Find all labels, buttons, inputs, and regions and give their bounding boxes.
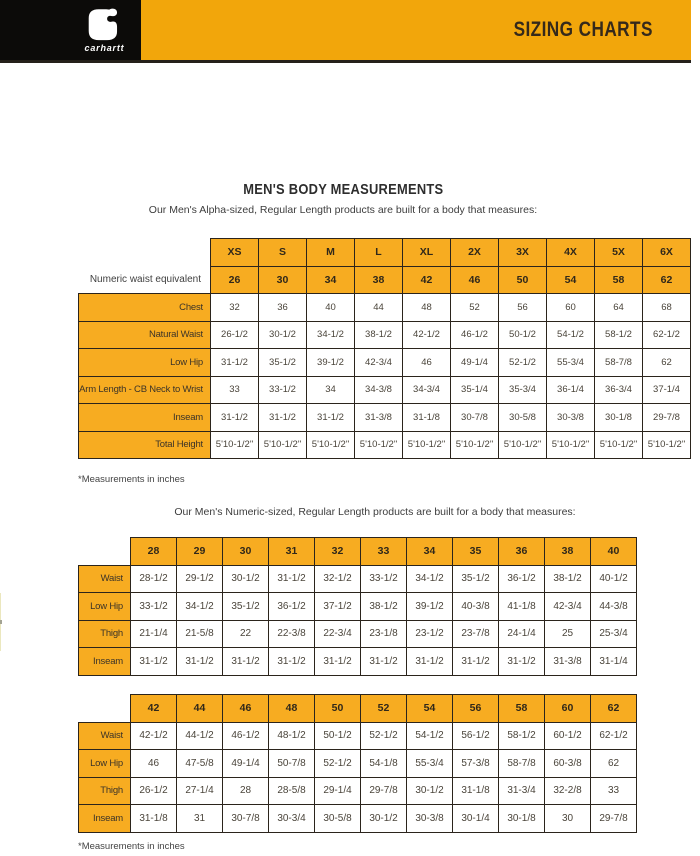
measurement-cell: 38-1/2: [545, 565, 591, 593]
measurement-row: [79, 349, 691, 377]
row-label: Low Hip: [79, 349, 211, 377]
size-header-cell: 48: [269, 695, 315, 723]
measurement-cell: 32-1/2: [315, 565, 361, 593]
size-header-cell: 50: [315, 695, 361, 723]
measurement-cell: 34-3/4: [403, 376, 451, 404]
measurement-cell: 21-5/8: [177, 620, 223, 648]
row-label: Total Height: [79, 431, 211, 459]
carhartt-logo: [0, 0, 141, 60]
measurement-cell: 36-3/4: [595, 376, 643, 404]
measurement-cell: 33: [591, 777, 637, 805]
measurement-cell: 35-1/2: [223, 593, 269, 621]
measurement-cell: 31-1/2: [223, 648, 269, 676]
measurement-cell: 30-5/8: [315, 805, 361, 833]
measurement-cell: 31-1/2: [361, 648, 407, 676]
measurement-cell: 5'10-1/2": [643, 431, 691, 459]
size-header-cell: XL: [403, 239, 451, 267]
size-header-cell: M: [307, 239, 355, 267]
size-header-cell: 42: [131, 695, 177, 723]
row-label: Natural Waist: [79, 321, 211, 349]
size-header-cell: 26: [211, 266, 259, 294]
measurement-cell: 60: [547, 294, 595, 322]
row-label: Arm Length - CB Neck to Wrist: [79, 376, 211, 404]
measurement-row: [79, 648, 637, 676]
measurement-row: [79, 294, 691, 322]
measurement-cell: 30-1/8: [499, 805, 545, 833]
measurement-cell: 58-1/2: [499, 722, 545, 750]
measurement-cell: 31-1/2: [269, 648, 315, 676]
measurement-cell: 5'10-1/2": [547, 431, 595, 459]
measurement-cell: 34-1/2: [407, 565, 453, 593]
measurement-cell: 23-7/8: [453, 620, 499, 648]
measurement-cell: 46-1/2: [223, 722, 269, 750]
measurement-cell: 26-1/2: [131, 777, 177, 805]
measurement-cell: 55-3/4: [547, 349, 595, 377]
measurement-cell: 31-1/2: [453, 648, 499, 676]
measurement-cell: 52: [451, 294, 499, 322]
measurement-cell: 28: [223, 777, 269, 805]
measurement-cell: 41-1/8: [499, 593, 545, 621]
size-header-cell: 32: [315, 538, 361, 566]
measurement-cell: 5'10-1/2": [499, 431, 547, 459]
measurement-cell: 62: [643, 349, 691, 377]
measurement-cell: 50-1/2: [499, 321, 547, 349]
measurement-cell: 29-1/4: [315, 777, 361, 805]
measurement-cell: 64: [595, 294, 643, 322]
measurement-cell: 38-1/2: [355, 321, 403, 349]
measurement-cell: 42-3/4: [545, 593, 591, 621]
measurement-row: [79, 404, 691, 432]
measurement-cell: 30-1/2: [407, 777, 453, 805]
size-header-cell: 4X: [547, 239, 595, 267]
measurement-cell: 62-1/2: [591, 722, 637, 750]
measurements-footnote: *Measurements in inches: [78, 474, 185, 485]
measurement-row: [79, 593, 637, 621]
measurement-cell: 50-7/8: [269, 750, 315, 778]
size-header-row: [79, 266, 691, 294]
measurement-cell: 31-1/2: [259, 404, 307, 432]
size-header-cell: 44: [177, 695, 223, 723]
measurement-cell: 30-1/4: [453, 805, 499, 833]
size-header-cell: 40: [591, 538, 637, 566]
size-header-cell: 30: [259, 266, 307, 294]
measurement-cell: 49-1/4: [451, 349, 499, 377]
row-label: Numeric waist equivalent: [79, 266, 211, 294]
size-header-cell: 46: [451, 266, 499, 294]
row-label: [79, 695, 131, 723]
measurement-cell: 5'10-1/2": [595, 431, 643, 459]
measurement-row: [79, 620, 637, 648]
measurement-cell: 40-1/2: [591, 565, 637, 593]
measurement-cell: 5'10-1/2": [211, 431, 259, 459]
row-label: Inseam: [79, 648, 131, 676]
measurement-cell: 60-3/8: [545, 750, 591, 778]
page-title: MEN'S BODY MEASUREMENTS: [242, 181, 444, 198]
measurement-cell: 62: [591, 750, 637, 778]
size-header-cell: 35: [453, 538, 499, 566]
measurement-cell: 35-1/2: [259, 349, 307, 377]
measurement-cell: 30-1/8: [595, 404, 643, 432]
measurement-cell: 29-1/2: [177, 565, 223, 593]
measurement-cell: 40: [307, 294, 355, 322]
measurement-row: [79, 376, 691, 404]
measurement-cell: 36-1/2: [269, 593, 315, 621]
measurement-cell: 30: [545, 805, 591, 833]
measurement-cell: 60-1/2: [545, 722, 591, 750]
row-label: Waist: [79, 565, 131, 593]
numeric-size-table-large: [78, 694, 637, 833]
measurement-cell: 28-5/8: [269, 777, 315, 805]
row-label: Inseam: [79, 404, 211, 432]
header-banner: [0, 0, 691, 63]
measurement-cell: 31-1/2: [211, 349, 259, 377]
size-header-row: [79, 538, 637, 566]
size-header-cell: 46: [223, 695, 269, 723]
measurement-cell: 57-3/8: [453, 750, 499, 778]
measurement-cell: 39-1/2: [307, 349, 355, 377]
measurement-cell: 40-3/8: [453, 593, 499, 621]
measurement-cell: 23-1/2: [407, 620, 453, 648]
size-header-cell: S: [259, 239, 307, 267]
measurement-cell: 54-1/2: [407, 722, 453, 750]
size-header-cell: 38: [545, 538, 591, 566]
size-header-cell: 58: [499, 695, 545, 723]
measurement-cell: 32-2/8: [545, 777, 591, 805]
brand-wordmark: carhartt: [84, 42, 125, 53]
measurement-cell: 31-1/2: [269, 565, 315, 593]
measurement-cell: 5'10-1/2": [451, 431, 499, 459]
measurement-cell: 30-7/8: [451, 404, 499, 432]
measurement-cell: 27-1/4: [177, 777, 223, 805]
numeric-size-table-small: [78, 537, 637, 676]
size-header-cell: 62: [643, 266, 691, 294]
measurement-cell: 31-3/4: [499, 777, 545, 805]
measurement-cell: 58-7/8: [595, 349, 643, 377]
row-label: Chest: [79, 294, 211, 322]
measurement-cell: 50-1/2: [315, 722, 361, 750]
measurement-cell: 33-1/2: [361, 565, 407, 593]
measurement-cell: 30-3/4: [269, 805, 315, 833]
size-header-cell: 54: [547, 266, 595, 294]
measurement-cell: 54-1/2: [547, 321, 595, 349]
size-header-cell: 6X: [643, 239, 691, 267]
measurement-cell: 31-3/8: [355, 404, 403, 432]
measurement-cell: 5'10-1/2": [259, 431, 307, 459]
measurement-cell: 31-1/2: [407, 648, 453, 676]
size-header-cell: 34: [307, 266, 355, 294]
measurement-cell: 35-1/4: [451, 376, 499, 404]
measurement-cell: 25-3/4: [591, 620, 637, 648]
measurement-cell: 31-1/2: [211, 404, 259, 432]
alpha-subtitle: Our Men's Alpha-sized, Regular Length products are built for a body that measures:: [148, 204, 538, 216]
measurement-cell: 58-7/8: [499, 750, 545, 778]
measurement-cell: 31-1/2: [131, 648, 177, 676]
measurement-cell: 26-1/2: [211, 321, 259, 349]
size-header-cell: 62: [591, 695, 637, 723]
measurement-cell: 49-1/4: [223, 750, 269, 778]
banner-title: SIZING CHARTS: [513, 18, 653, 41]
size-header-cell: 36: [499, 538, 545, 566]
measurement-cell: 31-1/2: [499, 648, 545, 676]
measurement-cell: 30-3/8: [407, 805, 453, 833]
carhartt-c-icon: [88, 8, 122, 41]
size-header-cell: 30: [223, 538, 269, 566]
row-label: Low Hip: [79, 750, 131, 778]
measurement-cell: 31-1/2: [315, 648, 361, 676]
row-label: Waist: [79, 722, 131, 750]
row-label: Low Hip: [79, 593, 131, 621]
measurement-cell: 44-1/2: [177, 722, 223, 750]
size-header-cell: 42: [403, 266, 451, 294]
measurement-cell: 30-5/8: [499, 404, 547, 432]
measurement-cell: 23-1/8: [361, 620, 407, 648]
measurement-cell: 5'10-1/2": [355, 431, 403, 459]
measurement-cell: 52-1/2: [499, 349, 547, 377]
measurement-cell: 29-7/8: [361, 777, 407, 805]
measurement-cell: 46: [403, 349, 451, 377]
measurement-cell: 58-1/2: [595, 321, 643, 349]
measurement-cell: 30-1/2: [361, 805, 407, 833]
size-header-cell: 56: [453, 695, 499, 723]
measurement-cell: 34-3/8: [355, 376, 403, 404]
sizing-charts-banner: [141, 0, 691, 60]
measurement-cell: 48: [403, 294, 451, 322]
size-header-cell: L: [355, 239, 403, 267]
size-header-cell: XS: [211, 239, 259, 267]
row-label: [79, 538, 131, 566]
measurement-cell: 36-1/4: [547, 376, 595, 404]
measurements-footnote: *Measurements in inches: [78, 841, 185, 852]
size-header-cell: 60: [545, 695, 591, 723]
measurement-cell: 33-1/2: [259, 376, 307, 404]
measurement-cell: 30-3/8: [547, 404, 595, 432]
measurement-cell: 31-1/8: [403, 404, 451, 432]
row-label: Inseam: [79, 805, 131, 833]
measurement-cell: 52-1/2: [361, 722, 407, 750]
measurement-cell: 25: [545, 620, 591, 648]
measurement-cell: 31-3/8: [545, 648, 591, 676]
size-header-cell: 31: [269, 538, 315, 566]
measurement-cell: 68: [643, 294, 691, 322]
measurement-cell: 62-1/2: [643, 321, 691, 349]
size-header-cell: 50: [499, 266, 547, 294]
measurement-cell: 44-3/8: [591, 593, 637, 621]
size-header-cell: 3X: [499, 239, 547, 267]
measurement-cell: 22-3/8: [269, 620, 315, 648]
measurement-cell: 39-1/2: [407, 593, 453, 621]
measurement-row: [79, 722, 637, 750]
measurement-cell: 30-1/2: [259, 321, 307, 349]
measurement-cell: 28-1/2: [131, 565, 177, 593]
measurement-cell: 5'10-1/2": [307, 431, 355, 459]
size-header-cell: 33: [361, 538, 407, 566]
measurement-cell: 34-1/2: [307, 321, 355, 349]
measurement-cell: 29-7/8: [643, 404, 691, 432]
measurement-row: [79, 777, 637, 805]
measurement-row: [79, 805, 637, 833]
measurement-cell: 31-1/2: [307, 404, 355, 432]
alpha-size-table: [78, 238, 691, 459]
measurement-cell: 56: [499, 294, 547, 322]
measurement-cell: 36-1/2: [499, 565, 545, 593]
row-label: Thigh: [79, 777, 131, 805]
measurement-cell: 42-1/2: [131, 722, 177, 750]
measurement-cell: 24-1/4: [499, 620, 545, 648]
measurement-cell: 29-7/8: [591, 805, 637, 833]
size-header-cell: 34: [407, 538, 453, 566]
measurement-cell: 35-3/4: [499, 376, 547, 404]
measurement-cell: 35-1/2: [453, 565, 499, 593]
measurement-cell: 22: [223, 620, 269, 648]
measurement-cell: 46: [131, 750, 177, 778]
measurement-cell: 37-1/2: [315, 593, 361, 621]
measurement-row: [79, 565, 637, 593]
measurement-cell: 34: [307, 376, 355, 404]
measurement-cell: 37-1/4: [643, 376, 691, 404]
size-header-row: [79, 695, 637, 723]
row-label: Thigh: [79, 620, 131, 648]
measurement-cell: 31-1/2: [177, 648, 223, 676]
measurement-cell: 42-3/4: [355, 349, 403, 377]
measurement-cell: 21-1/4: [131, 620, 177, 648]
measurement-cell: 33: [211, 376, 259, 404]
numeric-subtitle: Our Men's Numeric-sized, Regular Length products are built for a body that measures:: [174, 506, 576, 518]
measurement-cell: 47-5/8: [177, 750, 223, 778]
measurement-cell: 44: [355, 294, 403, 322]
measurement-row: [79, 321, 691, 349]
size-header-row: [79, 239, 691, 267]
measurement-cell: 52-1/2: [315, 750, 361, 778]
measurement-cell: 34-1/2: [177, 593, 223, 621]
measurement-cell: 5'10-1/2": [403, 431, 451, 459]
measurement-cell: 31: [177, 805, 223, 833]
measurement-cell: 31-1/4: [591, 648, 637, 676]
measurement-cell: 32: [211, 294, 259, 322]
measurement-cell: 30-7/8: [223, 805, 269, 833]
measurement-cell: 56-1/2: [453, 722, 499, 750]
measurement-row: [79, 431, 691, 459]
row-label: [79, 239, 211, 267]
size-header-cell: 52: [361, 695, 407, 723]
measurement-row: [79, 750, 637, 778]
size-header-cell: 54: [407, 695, 453, 723]
measurement-cell: 33-1/2: [131, 593, 177, 621]
measurement-cell: 31-1/8: [131, 805, 177, 833]
size-header-cell: 2X: [451, 239, 499, 267]
measurement-cell: 22-3/4: [315, 620, 361, 648]
measurement-cell: 30-1/2: [223, 565, 269, 593]
measurement-cell: 54-1/8: [361, 750, 407, 778]
measurement-cell: 48-1/2: [269, 722, 315, 750]
size-header-cell: 38: [355, 266, 403, 294]
size-header-cell: 28: [131, 538, 177, 566]
size-header-cell: 29: [177, 538, 223, 566]
measurement-cell: 36: [259, 294, 307, 322]
measurement-cell: 42-1/2: [403, 321, 451, 349]
measurement-cell: 31-1/8: [453, 777, 499, 805]
measurement-cell: 38-1/2: [361, 593, 407, 621]
scan-edge-artifact: [0, 593, 1, 651]
measurement-cell: 55-3/4: [407, 750, 453, 778]
size-header-cell: 58: [595, 266, 643, 294]
size-header-cell: 5X: [595, 239, 643, 267]
measurement-cell: 46-1/2: [451, 321, 499, 349]
